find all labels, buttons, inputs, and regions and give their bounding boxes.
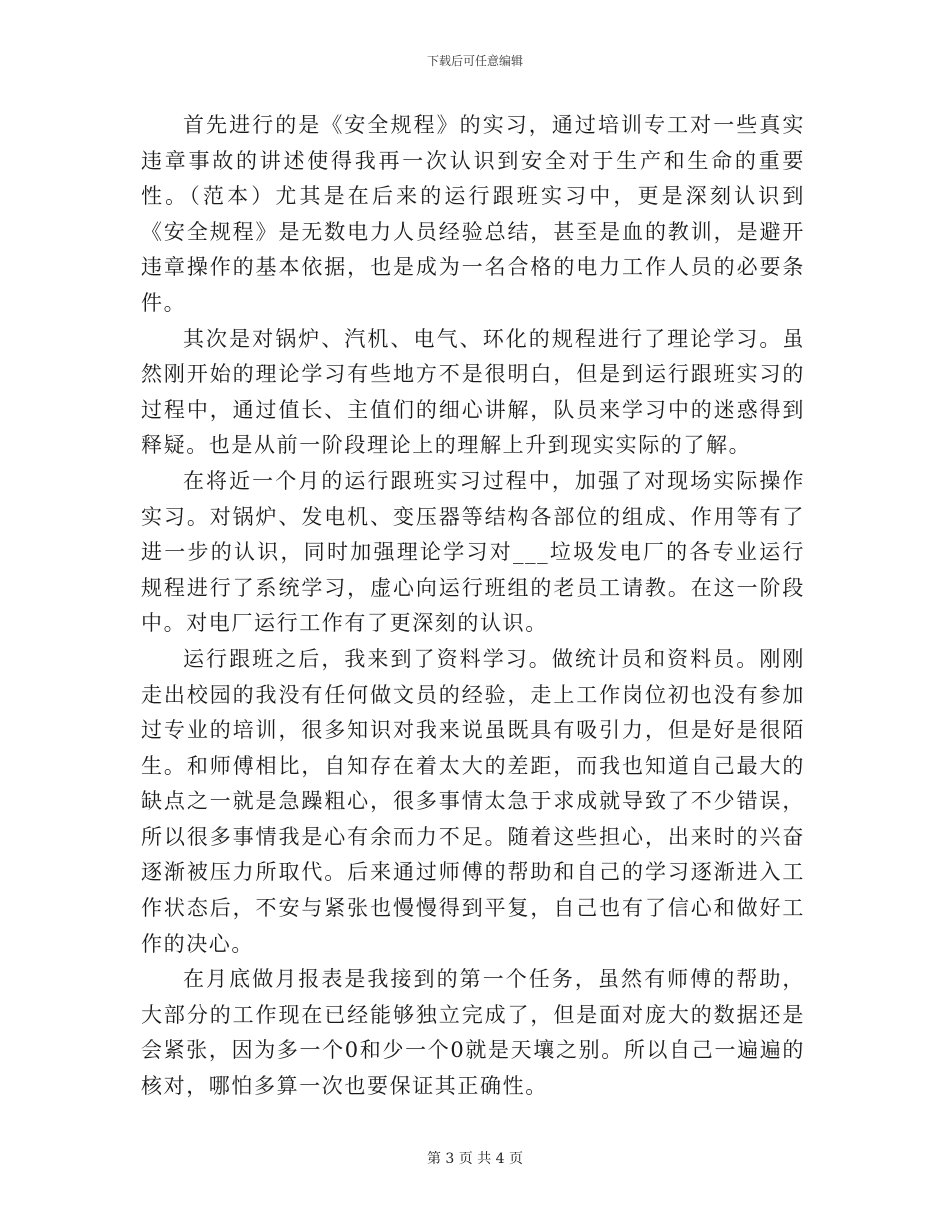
paragraph-2: 其次是对锅炉、汽机、电气、环化的规程进行了理论学习。虽然刚开始的理论学习有些地方不是很明白，但是到运行跟班实习的过程中，通过值长、主值们的细心讲解，队员来学习中的迷惑得到释疑。也是从前一阶段理论上的理解上升到现实实际的了解。 xyxy=(141,326,805,458)
paragraph-3: 在将近一个月的运行跟班实习过程中，加强了对现场实际操作实习。对锅炉、发电机、变压器等结构各部位的组成、作用等有了进一步的认识，同时加强理论学习对___垃圾发电厂的各专业运行规程进行了系统学习，虚心向运行班组的老员工请教。在这一阶段中。对电厂运行工作有了更深刻的认识。 xyxy=(141,468,805,636)
paragraph-4: 运行跟班之后，我来到了资料学习。做统计员和资料员。刚刚走出校园的我没有任何做文员的经验，走上工作岗位初也没有参加过专业的培训，很多知识对我来说虽既具有吸引力，但是好是很陌生。和师傅相比，自知存在着太大的差距，而我也知道自己最大的缺点之一就是急躁粗心，很多事情太急于求成就导致了不少错误，所以很多事情我是心有余而力不足。随着这些担心，出来时的兴奋逐渐被压力所取代。后来通过师傅的帮助和自己的学习逐渐进入工作状态后，不安与紧张也慢慢得到平复，自己也有了信心和做好工作的决心。 xyxy=(141,646,805,956)
paragraph-5: 在月底做月报表是我接到的第一个任务，虽然有师傅的帮助，大部分的工作现在已经能够独立完成了，但是面对庞大的数据还是会紧张，因为多一个0和少一个0就是天壤之别。所以自己一遍遍的核对，哪怕多算一次也要保证其正确性。 xyxy=(141,967,805,1099)
page-header: 下载后可任意编辑 xyxy=(426,54,523,68)
page-number: 第 3 页 共 4 页 xyxy=(426,1151,524,1167)
document-body xyxy=(141,108,805,1105)
paragraph-1: 首先进行的是《安全规程》的实习，通过培训专工对一些真实违章事故的讲述使得我再一次认识到安全对于生产和生命的重要性。（范本）尤其是在后来的运行跟班实习中，更是深刻认识到《安全规程》是无数电力人员经验总结，甚至是血的教训，是避开违章操作的基本依据，也是成为一名合格的电力工作人员的必要条件。 xyxy=(141,113,805,315)
